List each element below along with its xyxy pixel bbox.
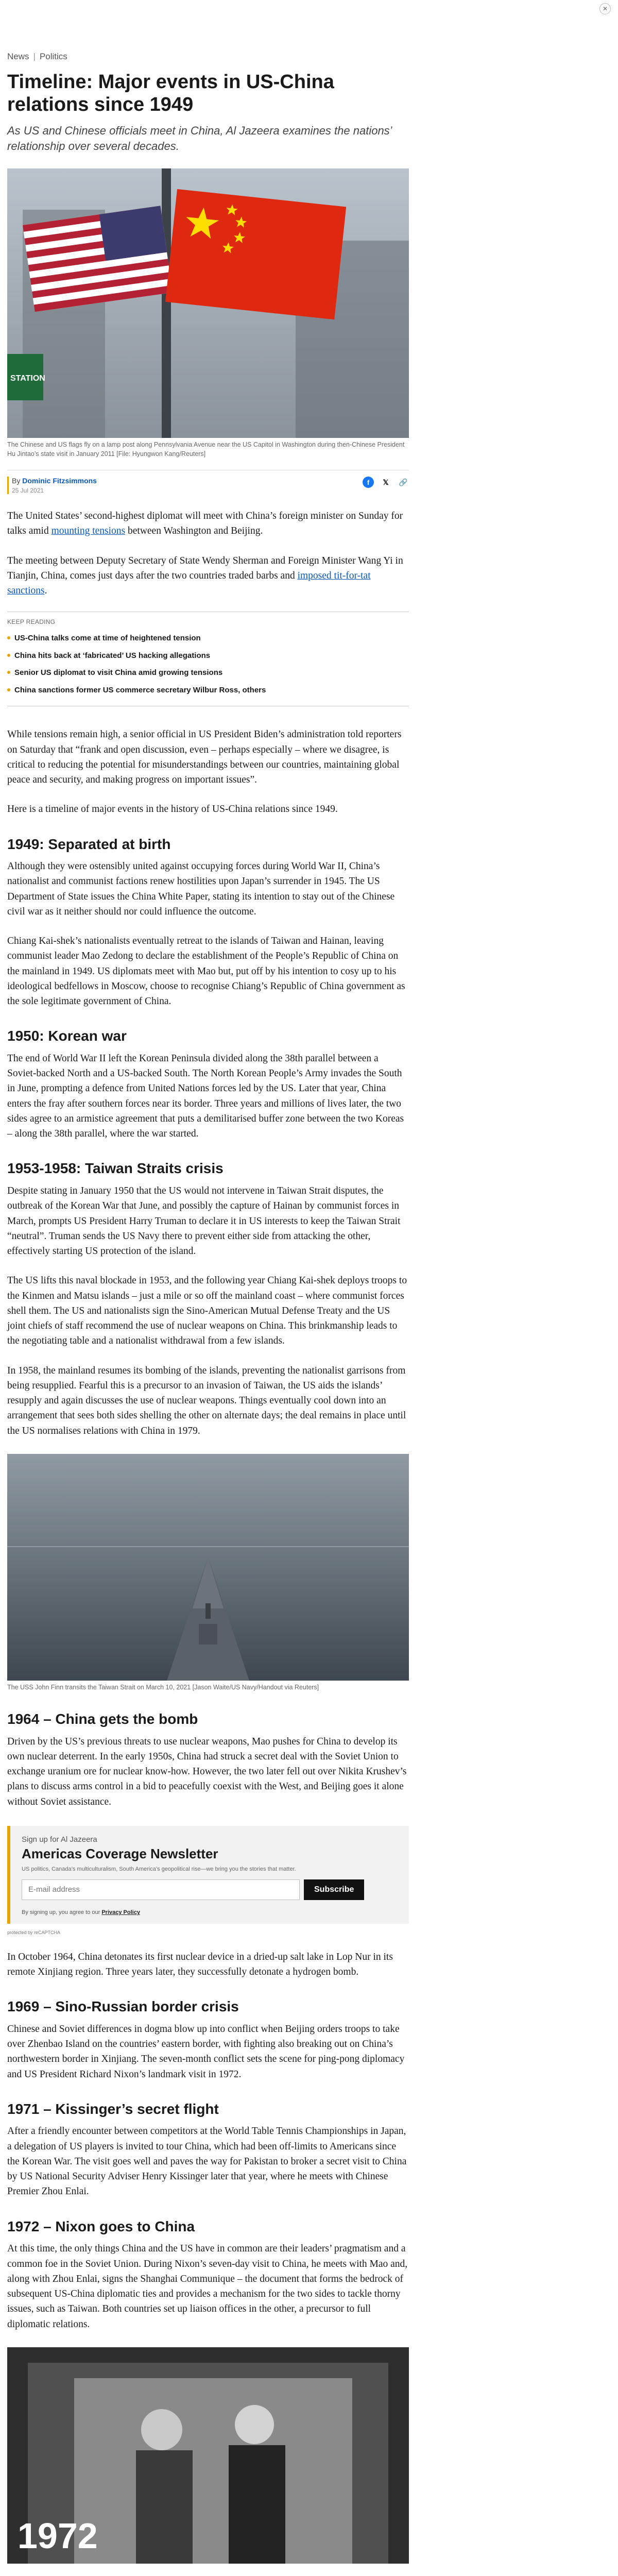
- section-heading: 1964 – China gets the bomb: [7, 1710, 198, 1727]
- share-buttons: [363, 477, 409, 488]
- body-paragraph: At this time, the only things China and the US have in common are their leaders’ pragmatism and a common foe in the Soviet Union. During Nixon’s seven-day visit to China, he meets with Mao and, along with Zhou Enlai, signs the Shanghai Communique – the document that forms the bedrock of subsequent US-China diplomatic ties and provides a mechanism for the two sides to tackle thorny issues, such as Taiwan. Both countries set up liaison offices in the other, a precursor to full diplomatic relations.: [7, 2243, 408, 2330]
- intro-paragraph-1: The United States’ second-highest diplomat will meet with China’s foreign minister on Sunday for talks amid mounting tensions between Washington and Beijing.: [7, 511, 403, 537]
- keep-reading-item[interactable]: China sanctions former US commerce secretary Wilbur Ross, others: [7, 682, 409, 699]
- body-paragraph: Although they were ostensibly united against occupying forces during World War II, China’s nationalist and communist factions renew hostilities upon Japan’s surrender in 1945. The US Department of State issues the China White Paper, stating its intention to stay out of the Chinese civil war as it neither should nor could influence the outcome.: [7, 861, 395, 917]
- byline: [7, 477, 97, 494]
- newsletter-terms: By signing up, you agree to our Privacy Policy: [22, 1909, 140, 1916]
- section-heading: 1969 – Sino-Russian border crisis: [7, 1998, 239, 2015]
- copy-link-icon[interactable]: 🔗: [399, 478, 408, 486]
- recaptcha-note: protected by reCAPTCHA: [7, 1929, 61, 1935]
- breadcrumb: [7, 52, 409, 62]
- nixon-mao-image: [7, 2347, 409, 2564]
- x-twitter-icon[interactable]: 𝕏: [383, 478, 389, 486]
- ship-figure: [7, 1454, 409, 1692]
- breadcrumb-politics[interactable]: Politics: [39, 52, 67, 61]
- ship-caption: The USS John Finn transits the Taiwan Strait on March 10, 2021 [Jason Waite/US Navy/Handout via Reuters]: [7, 1683, 319, 1691]
- newsletter-form: [22, 1879, 398, 1900]
- street-sign-text: STATION: [10, 374, 45, 383]
- newsletter-description: US politics, Canada’s multiculturalism, South America’s geopolitical rise—we bring you the stories that matter.: [22, 1866, 296, 1872]
- lamp-post: [162, 168, 171, 438]
- ship-image: [7, 1454, 409, 1681]
- section-heading: 1972 – Nixon goes to China: [7, 2218, 195, 2234]
- author-link[interactable]: Dominic Fitzsimmons: [22, 477, 97, 485]
- body-paragraph: The US lifts this naval blockade in 1953, and the following year Chiang Kai-shek deploys troops to the Kinmen and Matsu islands – just a mile or so off the mainland coast – where communist forces shell them. The US and nationalists sign the Sino-American Mutual Defense Treaty and the US joint chiefs of staff recommend the use of nuclear weapons on China. This brinkmanship leads to the negotiating table and a nationalist withdrawal from a few islands.: [7, 1275, 407, 1347]
- newsletter-kicker: Sign up for Al Jazeera: [22, 1835, 97, 1844]
- body-paragraph: In 1958, the mainland resumes its bombing of the islands, preventing the nationalist garrisons from being resupplied. Fearful this is a precursor to an invasion of Taiwan, the US aids the islands’ resupply and again discusses the use of nuclear weapons. Things eventually cool down into an arrangement that sees both sides shelling the other on alternate days; the deal remains in place until the US normalises relations with China in 1979.: [7, 1365, 406, 1436]
- ship-illustration: [7, 1454, 409, 1681]
- hero-caption: The Chinese and US flags fly on a lamp post along Pennsylvania Avenue near the US Capitol in Washington during then-Chinese President Hu Jintao’s state visit in January 2011 [File: Hyungwon Kang/Reuters]: [7, 440, 405, 457]
- hero-image-flags: [7, 168, 409, 438]
- keep-reading-item[interactable]: Senior US diplomat to visit China amid growing tensions: [7, 664, 409, 682]
- nixon-mao-figure: [7, 2347, 409, 2564]
- keep-reading: [7, 612, 409, 706]
- subscribe-button[interactable]: Subscribe: [304, 1879, 364, 1900]
- newsletter-title: Americas Coverage Newsletter: [22, 1845, 218, 1861]
- hero-figure: [7, 168, 409, 459]
- body-paragraph: After a friendly encounter between competitors at the World Table Tennis Championships in Japan, a delegation of US players is invited to tour China, which had been off-limits to Americans since the Korean War. The visit goes well and paves the way for Pakistan to broker a secret visit to China by US National Security Adviser Henry Kissinger later that year, where he meets with Chinese Premier Zhou Enlai.: [7, 2126, 407, 2197]
- flags-illustration: [7, 168, 409, 438]
- byline-row: [7, 470, 409, 494]
- intro-paragraph-2: The meeting between Deputy Secretary of State Wendy Sherman and Foreign Minister Wang Yi in Tianjin, China, comes just days after the two countries traded barbs and imposed tit-for-tat sanctions.: [7, 555, 403, 596]
- nixon-mao-illustration: [7, 2347, 409, 2564]
- mounting-tensions-link[interactable]: mounting tensions: [51, 526, 126, 537]
- byline-by: By: [12, 477, 21, 485]
- year-overlay: 1972: [18, 2515, 98, 2556]
- china-flag: [165, 189, 346, 319]
- section-heading: 1953-1958: Taiwan Straits crisis: [7, 1160, 224, 1177]
- section-heading: 1971 – Kissinger’s secret flight: [7, 2100, 219, 2117]
- section-heading: 1950: Korean war: [7, 1028, 127, 1044]
- body-paragraph: Chinese and Soviet differences in dogma blow up into conflict when Beijing orders troops to take over Zhenbao Island on the countries’ eastern border, with fighting also breaking out on China’s northwestern border in Xinjiang. The seven-month conflict sets the scene for ping-pong diplomacy and US President Richard Nixon’s landmark visit in 1972.: [7, 2023, 405, 2080]
- keep-reading-label: KEEP READING: [7, 618, 56, 626]
- sanctions-link[interactable]: imposed tit-for-tat sanctions: [7, 570, 371, 596]
- email-field[interactable]: [22, 1879, 300, 1900]
- publish-date: 25 Jul 2021: [12, 487, 44, 494]
- article: [7, 52, 409, 2564]
- breadcrumb-separator: |: [33, 52, 36, 61]
- close-icon: ✕: [602, 5, 608, 12]
- privacy-policy-link[interactable]: Privacy Policy: [101, 1909, 140, 1916]
- body-paragraph: Chiang Kai-shek’s nationalists eventually retreat to the islands of Taiwan and Hainan, leaving communist leader Mao Zedong to declare the establishment of the People’s Republic of China on the mainland in 1949. US diplomats meet with Mao but, put off by his intention to cosy up to his ideological bedfellows in Moscow, choose to recognise Chiang’s Republic of China government as the sole legitimate government of China.: [7, 936, 405, 1007]
- section-heading: 1949: Separated at birth: [7, 836, 171, 852]
- close-button[interactable]: [599, 3, 611, 14]
- article-subhead: As US and Chinese officials meet in China, Al Jazeera examines the nations’ relationship over several decades.: [7, 124, 392, 153]
- body-paragraph: The end of World War II left the Korean Peninsula divided along the 38th parallel between a Soviet-backed North and a US-backed South. The North Korean People’s Army invades the South in June, prompting a defence from United Nations forces led by the US. Later that year, China enters the fray after southern forces near its border. Three years and millions of lives later, the two sides agree to an armistice agreement that puts a demilitarised buffer zone between the two Koreas – along the 38th parallel, where the war started.: [7, 1053, 404, 1140]
- keep-reading-list: [7, 630, 409, 699]
- body-paragraph: In October 1964, China detonates its first nuclear device in a dried-up salt lake in Lop Nur in its remote Xinjiang region. Three years later, they successfully detonate a hydrogen bomb.: [7, 1951, 393, 1977]
- body-paragraph: Despite stating in January 1950 that the US would not intervene in Taiwan Strait disputes, the outbreak of the Korean War that June, and possibly the capture of Hainan by communist forces in March, prompts US President Harry Truman to declare it in US interests to keep the Taiwan Strait “neutral”. Truman sends the US Navy there to prevent either side from attacking the other, effectively starting US protection of the island.: [7, 1185, 401, 1257]
- breadcrumb-news[interactable]: News: [7, 52, 29, 61]
- facebook-icon[interactable]: f: [363, 477, 374, 488]
- keep-reading-item[interactable]: US-China talks come at time of heightened tension: [7, 630, 409, 647]
- body-paragraph: While tensions remain high, a senior official in US President Biden’s administration told reporters on Saturday that “frank and open discussion, even – perhaps especially – where we disagree, is critical to reducing the potential for misunderstandings between our countries, maintaining global peace and security, and making progress on important issues”.: [7, 729, 402, 785]
- body-paragraph: Driven by the US’s previous threats to use nuclear weapons, Mao pushes for China to develop its own nuclear deterrent. In the early 1950s, China had struck a secret deal with the Soviet Union to exchange uranium ore for nuclear know-how. However, the two later fell out over Nikita Krushev’s plans to discuss arms control in a bid to peacefully coexist with the West, and Beijing goes it alone without Soviet assistance.: [7, 1736, 407, 1807]
- body-paragraph: Here is a timeline of major events in the history of US-China relations since 1949.: [7, 804, 338, 815]
- keep-reading-item[interactable]: China hits back at ‘fabricated’ US hacking allegations: [7, 647, 409, 665]
- page-title: Timeline: Major events in US-China relations since 1949: [7, 71, 334, 115]
- newsletter-signup: [7, 1826, 409, 1924]
